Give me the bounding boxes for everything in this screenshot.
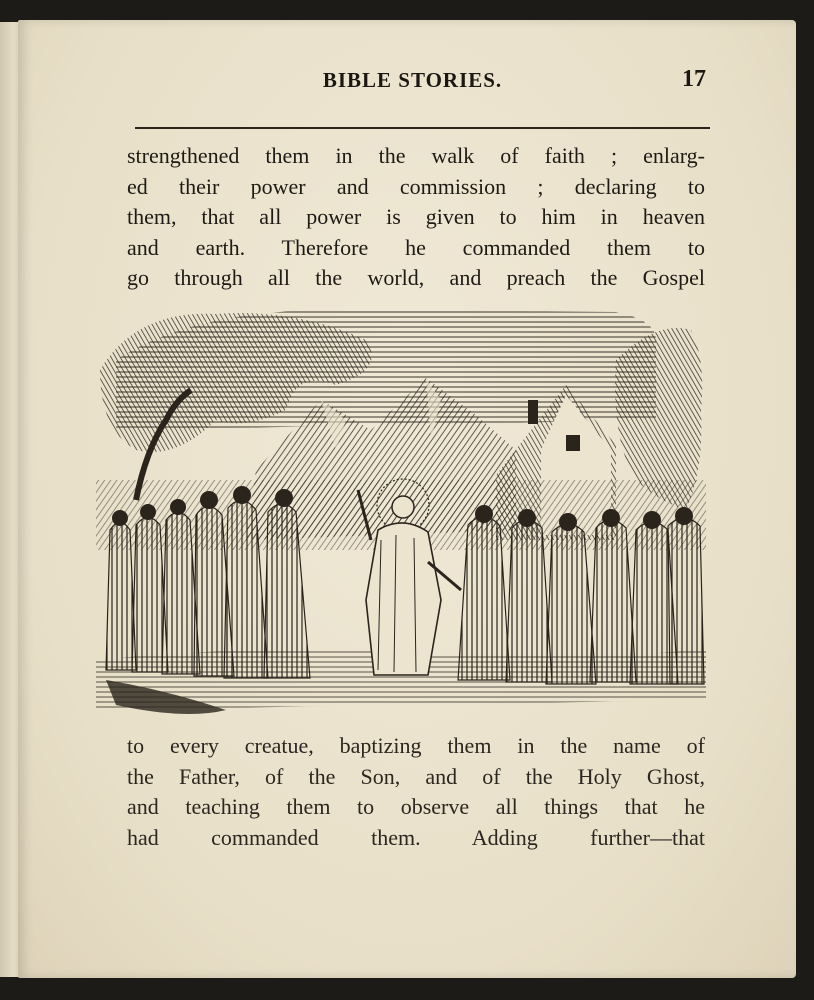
text-line: to every creatue, baptizing them in the name of — [127, 733, 705, 758]
body-text-bottom — [127, 731, 705, 853]
text-line: strengthened them in the walk of faith ; enlarg- — [127, 143, 705, 168]
woodcut-illustration — [96, 300, 706, 728]
page-header — [115, 62, 710, 102]
text-line: had commanded them. Adding further—that — [127, 824, 705, 850]
body-text-top — [127, 141, 705, 294]
text-line: and teaching them to observe all things that he — [127, 794, 705, 819]
header-rule — [135, 127, 710, 129]
running-title: BIBLE STORIES. — [322, 68, 503, 92]
text-line: them, that all power is given to him in heaven — [127, 204, 705, 229]
text-line: go through all the world, and preach the Gospel — [127, 265, 705, 290]
text-line: the Father, of the Son, and of the Holy Ghost, — [127, 763, 705, 789]
page-number: 17 — [682, 66, 706, 92]
text-line: and earth. Therefore he commanded them to — [127, 234, 705, 260]
text-line: ed their power and commission ; declaring to — [127, 173, 705, 199]
